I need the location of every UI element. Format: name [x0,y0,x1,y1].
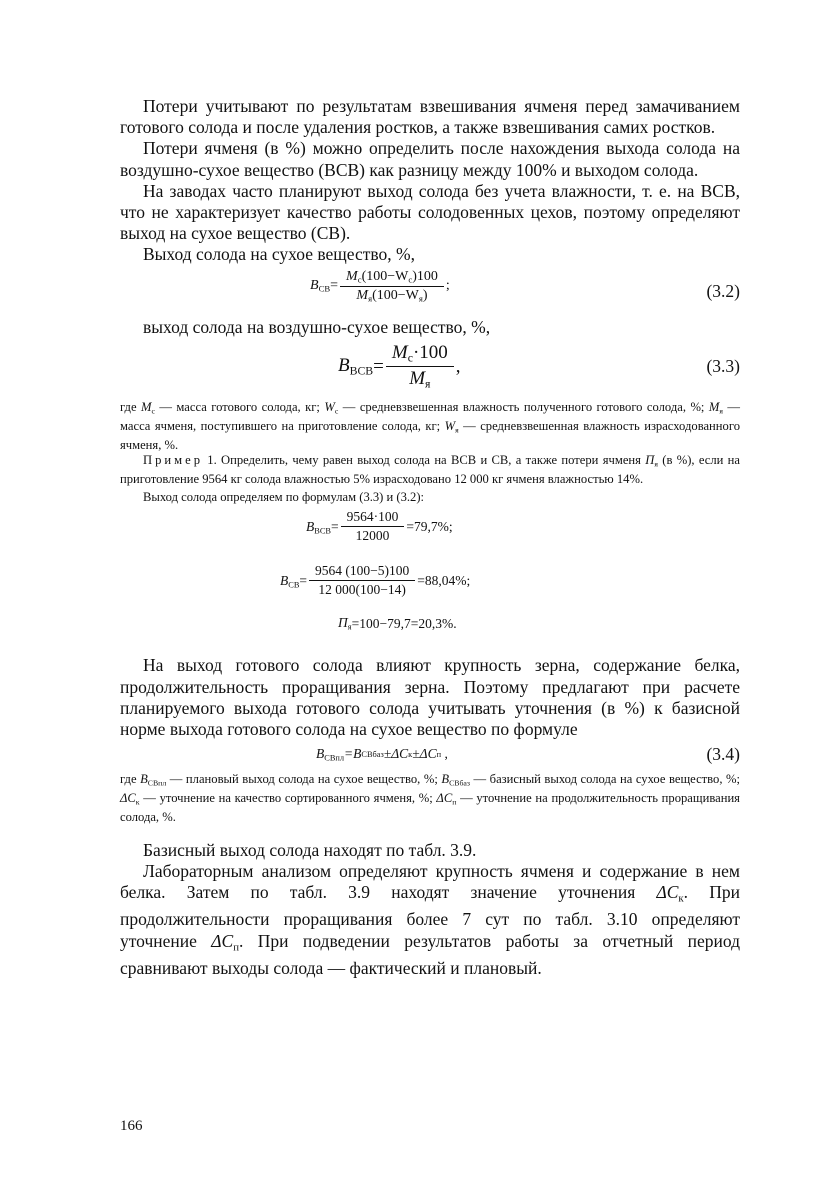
example-formula-ref: Выход солода определяем по формулам (3.3) и (3.2): [143,489,425,504]
calculation-losses: $П_я$ =100−79,7=20,3%. [338,615,457,632]
equation-number-3-3: (3.3) [706,355,740,376]
example-1: Пример 1. Определить, чему равен выход солода на ВСВ и СВ, а также потери ячменя $П_я$ (в %), если на приготовление 9564 кг солода влажностью 5% израсходовано 12 000 кг ячменя влажностью 14%. [120,453,740,487]
paragraph-base-yield: Базисный выход солода находят по табл. 3.9. [143,839,477,860]
eq32-lhs: $B_{СВ}$ [310,278,331,294]
paragraph-lab-analysis: Лабораторным анализом определяют крупность ячменя и содержание в нем белка. Затем по табл. 3.9 находят значение уточнения $\Delta C_к$. При продолжительности проращивания более 7 сут по табл. 3.10 определяют уточнение $\Delta C_п$. При подведении результатов работы за отчетный период сравнивают выходы солода — фактический и плановый. [120,860,740,979]
page-number: 166 [120,1118,143,1134]
equation-3-3: $B_{ВСВ}$ = $\frac{M_с\cdot 100}{M_я}$ , (3.3) [338,341,740,391]
paragraph-plants: На заводах часто планируют выход солода без учета влажности, т. е. на ВСВ, что не характеризует качество работы солодовенных цехов, поэтому определяют выход на сухое вещество (СВ). [120,180,740,244]
equation-number-3-2: (3.2) [706,280,740,301]
paragraph-air-dry-yield: выход солода на воздушно-сухое вещество, %, [143,316,491,337]
eq33-fraction: $\frac{M_с\cdot 100}{M_я}$ [386,342,454,392]
calculation-bsv: $B_{СВ}$ = $\frac{9564 (100-5)100}{12 000(100-14)}$ =88,04%; [280,563,471,598]
equation-number-3-4: (3.4) [706,744,740,765]
legend-where-1: где $M_с$ — масса готового солода, кг; $W_с$ — средневзвешенная влажность полученного готового солода, %; $M_я$ — масса ячменя, поступившего на приготовление солода, кг; $W_я$ — средневзвешенная влажность израсходованного ячменя, %. [120,399,741,452]
equation-3-2: $B_{СВ}$ = $\frac{M_с(100-W_с)100}{M_я(100-W_я)}$ ; (3.2) [310,268,740,304]
paragraph-losses: Потери учитывают по результатам взвешивания ячменя перед замачиванием готового солода и после удаления ростков, а также взвешивания самих ростков. [120,96,740,138]
eq32-fraction: $\frac{M_с(100-W_с)100}{M_я(100-W_я)}$ [340,269,444,304]
page-content [120,96,740,979]
paragraph-yield-factors: На выход готового солода влияют крупность зерна, содержание белка, продолжительность проращивания зерна. Поэтому предлагают при расчете планируемого выхода готового солода учитывать уточнения (в %) к базисной норме выхода готового солода на сухое вещество по формуле [120,655,740,739]
legend-where-2: где $B_{СВпл}$ — плановый выход солода на сухое вещество, %; $B_{СВбаз}$ — базисный выход солода на сухое вещество, %; $\Delta C_к$ — уточнение на качество сортированного ячменя, %; $\Delta C_п$ — уточнение на продолжительность проращивания солода, %. [120,772,740,825]
paragraph-barley-losses: Потери ячменя (в %) можно определить после нахождения выхода солода на воздушно-сухое вещество (ВСВ) как разницу между 100% и выходом солода. [120,138,740,180]
calculation-bvsv: $B_{ВСВ}$ = $\frac{9564\cdot 100}{12000}$ =79,7%; [306,509,453,544]
equation-3-4: $B_{СВпл}$ =B СВбаз ±ΔC к ±ΔC п , (3.4) [316,744,740,765]
eq33-lhs: $B_{ВСВ}$ [338,355,374,378]
paragraph-dry-yield: Выход солода на сухое вещество, %, [143,244,415,265]
